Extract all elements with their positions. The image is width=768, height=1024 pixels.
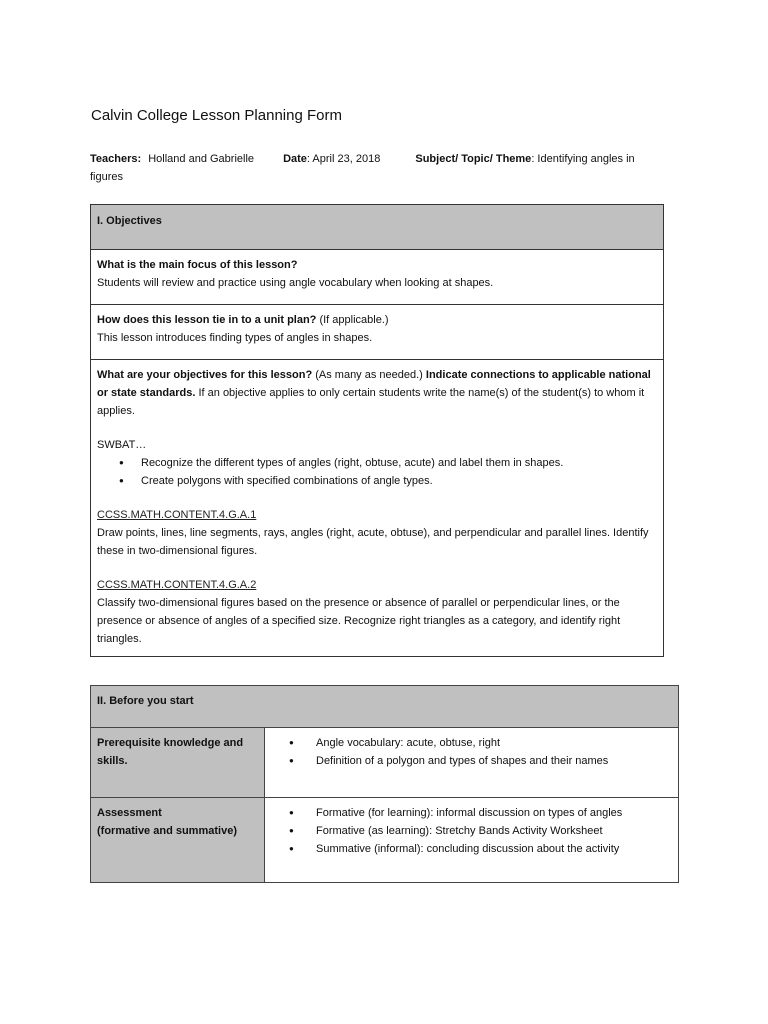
list-item: ● Formative (as learning): Stretchy Bands Activity Worksheet: [316, 822, 672, 840]
standard-code-2: CCSS.MATH.CONTENT.4.G.A.2: [97, 579, 257, 591]
objectives-question: What are your objectives for this lesson?: [97, 369, 313, 381]
unit-answer: This lesson introduces finding types of angles in shapes.: [97, 332, 373, 344]
students-instruction: If an objective applies to only certain students write the name(s) of the student(s) to whom it applies.: [97, 387, 645, 417]
lesson-meta: [90, 150, 670, 186]
objectives-table: [90, 204, 664, 657]
focus-question: What is the main focus of this lesson?: [97, 259, 298, 271]
standard-code-1: CCSS.MATH.CONTENT.4.G.A.1: [97, 509, 257, 521]
list-item: ● Definition of a polygon and types of shapes and their names: [316, 752, 672, 770]
assessment-list: [271, 804, 672, 858]
objectives-header: I. Objectives: [91, 205, 664, 250]
swbat-label: SWBAT…: [97, 439, 147, 451]
objectives-question-note: (As many as needed.): [312, 369, 426, 381]
page-title: Calvin College Lesson Planning Form: [91, 107, 342, 124]
teachers-label: Teachers:: [90, 153, 142, 165]
assessment-cell: [265, 798, 679, 883]
list-item: ● Summative (informal): concluding discussion about the activity: [316, 840, 672, 858]
before-table: [90, 685, 679, 883]
subject-label: Subject/ Topic/ Theme: [415, 153, 532, 165]
objectives-cell: [91, 360, 664, 657]
assessment-label-cell: [91, 798, 265, 883]
list-item: ● Create polygons with specified combinations of angle types.: [141, 472, 657, 490]
subject-value: : Identifying angles in figures: [90, 153, 635, 183]
date-value: : April 23, 2018: [306, 153, 381, 165]
prereq-label: Prerequisite knowledge and skills.: [91, 728, 265, 798]
standard-text-1: Draw points, lines, line segments, rays, angles (right, acute, obtuse), and perpendicular and parallel lines. Identify these in two-dimensional figures.: [97, 527, 649, 557]
swbat-list: [97, 454, 657, 490]
standards-instruction: Indicate connections to applicable national or state standards.: [97, 369, 651, 399]
prereq-cell: [265, 728, 679, 798]
unit-cell: [91, 305, 664, 360]
list-item: ● Recognize the different types of angles (right, obtuse, acute) and label them in shapes.: [141, 454, 657, 472]
list-item: ● Formative (for learning): informal discussion on types of angles: [316, 804, 672, 822]
unit-question: How does this lesson tie in to a unit plan?: [97, 314, 317, 326]
prereq-list: [271, 734, 672, 770]
before-header: II. Before you start: [91, 686, 679, 728]
list-item: ● Angle vocabulary: acute, obtuse, right: [316, 734, 672, 752]
focus-cell: [91, 250, 664, 305]
unit-question-note: (If applicable.): [316, 314, 389, 326]
teachers-value: Holland and Gabrielle: [148, 153, 255, 165]
date-label: Date: [283, 153, 307, 165]
assessment-sublabel: (formative and summative): [97, 825, 237, 837]
standard-text-2: Classify two-dimensional figures based on the presence or absence of parallel or perpendicular lines, or the presence or absence of angles of a specified size. Recognize right triangles as a category, and identify right triangles.: [97, 597, 621, 645]
focus-answer: Students will review and practice using angle vocabulary when looking at shapes.: [97, 277, 494, 289]
assessment-label: Assessment: [97, 807, 162, 819]
